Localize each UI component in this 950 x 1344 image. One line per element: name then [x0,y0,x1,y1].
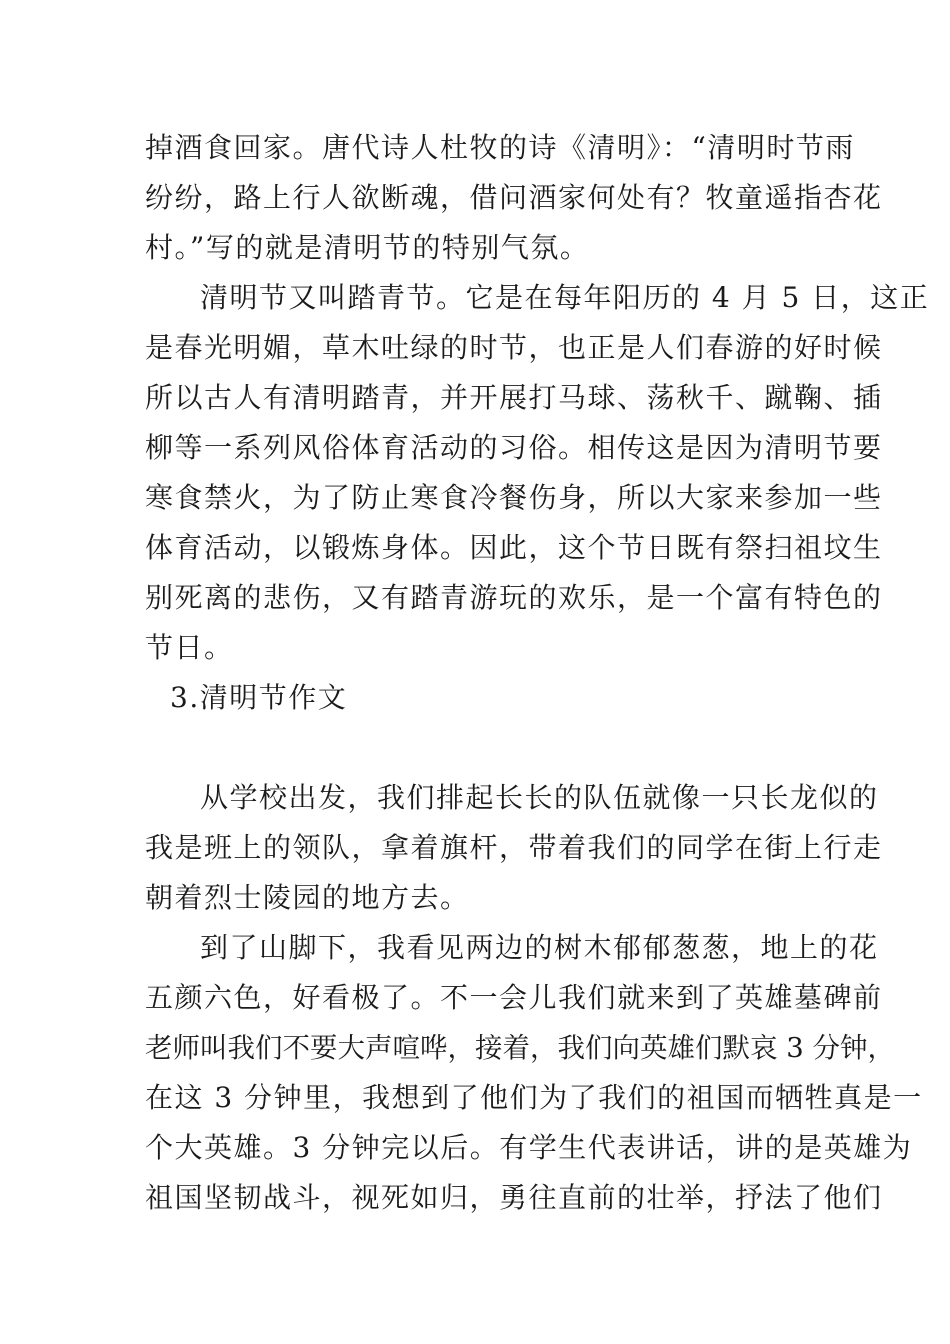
paragraph-line: 别死离的悲伤，又有踏青游玩的欢乐，是一个富有特色的 [145,581,883,614]
paragraph-line: 村。”写的就是清明节的特别气氛。 [145,231,590,264]
paragraph-line: 节日。 [145,631,234,664]
paragraph-line: 老师叫我们不要大声喧哗，接着，我们向英雄们默哀 3 分钟， [145,1032,895,1064]
paragraph-line: 从学校出发，我们排起长长的队伍就像一只长龙似的 [200,781,879,814]
paragraph-line: 五颜六色，好看极了。不一会儿我们就来到了英雄墓碑前 [145,981,883,1014]
paragraph-line: 掉酒食回家。唐代诗人杜牧的诗《清明》：“清明时节雨 [145,131,855,164]
paragraph-line: 是春光明媚，草木吐绿的时节，也正是人们春游的好时候 [145,331,883,364]
paragraph-line: 在这 3 分钟里，我想到了他们为了我们的祖国而牺牲真是一 [145,1081,923,1114]
paragraph-line: 个大英雄。3 分钟完以后。有学生代表讲话，讲的是英雄为 [145,1131,913,1164]
paragraph-line: 到了山脚下，我看见两边的树木郁郁葱葱，地上的花 [200,931,879,964]
paragraph-line: 我是班上的领队，拿着旗杆，带着我们的同学在街上行走 [145,831,883,864]
paragraph-line: 寒食禁火，为了防止寒食冷餐伤身，所以大家来参加一些 [145,481,883,514]
section-heading: 3.清明节作文 [170,681,348,714]
paragraph-line: 所以古人有清明踏青，并开展打马球、荡秋千、蹴鞠、插 [145,381,883,414]
paragraph-line: 纷纷，路上行人欲断魂，借问酒家何处有？牧童遥指杏花 [145,181,883,214]
paragraph-line: 柳等一系列风俗体育活动的习俗。相传这是因为清明节要 [145,431,883,464]
paragraph-line: 体育活动，以锻炼身体。因此，这个节日既有祭扫祖坟生 [145,531,883,564]
paragraph-line: 清明节又叫踏青节。它是在每年阳历的 4 月 5 日，这正 [200,281,930,314]
paragraph-line: 祖国坚韧战斗，视死如归，勇往直前的壮举，抒法了他们 [145,1181,883,1214]
paragraph-line: 朝着烈士陵园的地方去。 [145,881,470,914]
